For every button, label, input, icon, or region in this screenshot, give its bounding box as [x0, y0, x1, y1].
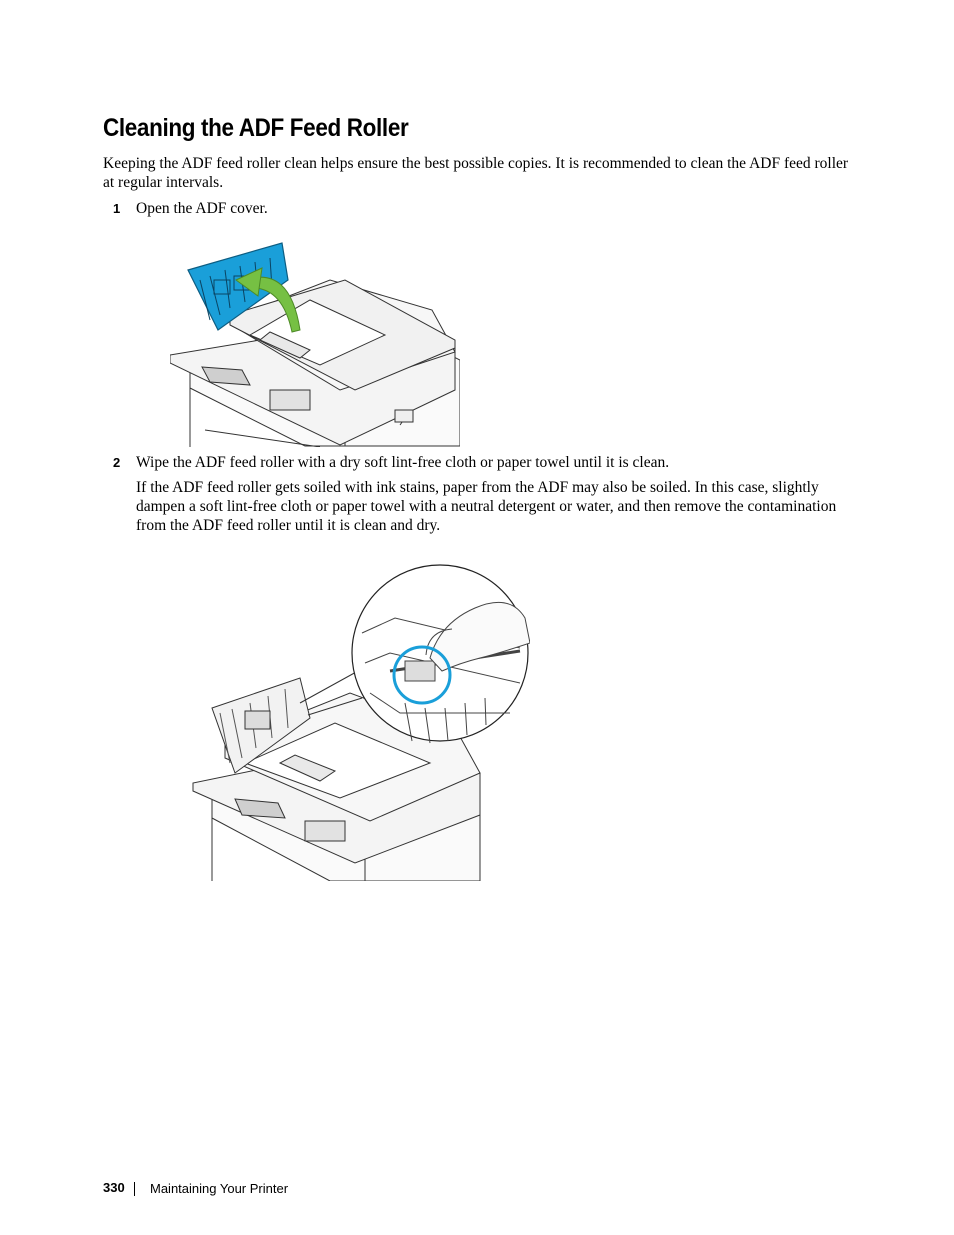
page-number: 330 — [103, 1180, 125, 1195]
step-2-text: Wipe the ADF feed roller with a dry soft lint-free cloth or paper towel until it is clean. — [136, 454, 670, 471]
step-1-text: Open the ADF cover. — [136, 200, 268, 217]
page-title: Cleaning the ADF Feed Roller — [103, 114, 409, 142]
printer-wipe-roller-illustration — [190, 563, 530, 881]
printer-open-cover-illustration — [170, 240, 460, 447]
step-2-note: If the ADF feed roller gets soiled with ink stains, paper from the ADF may also be soiled. In this case, slightly dampen a soft lint-free cloth or paper towel with a neutral detergent or water, and then remove the contamination from the ADF feed roller until it is clean and dry. — [136, 479, 837, 534]
step-1-number: 1 — [113, 201, 121, 216]
step-2-number: 2 — [113, 455, 121, 470]
intro-paragraph: Keeping the ADF feed roller clean helps ensure the best possible copies. It is recommended to clean the ADF feed roller at regular intervals. — [103, 155, 849, 191]
footer-chapter-title: Maintaining Your Printer — [150, 1181, 289, 1196]
footer-divider — [134, 1182, 135, 1196]
figure-wipe-feed-roller — [190, 563, 530, 881]
figure-open-adf-cover — [170, 240, 460, 447]
